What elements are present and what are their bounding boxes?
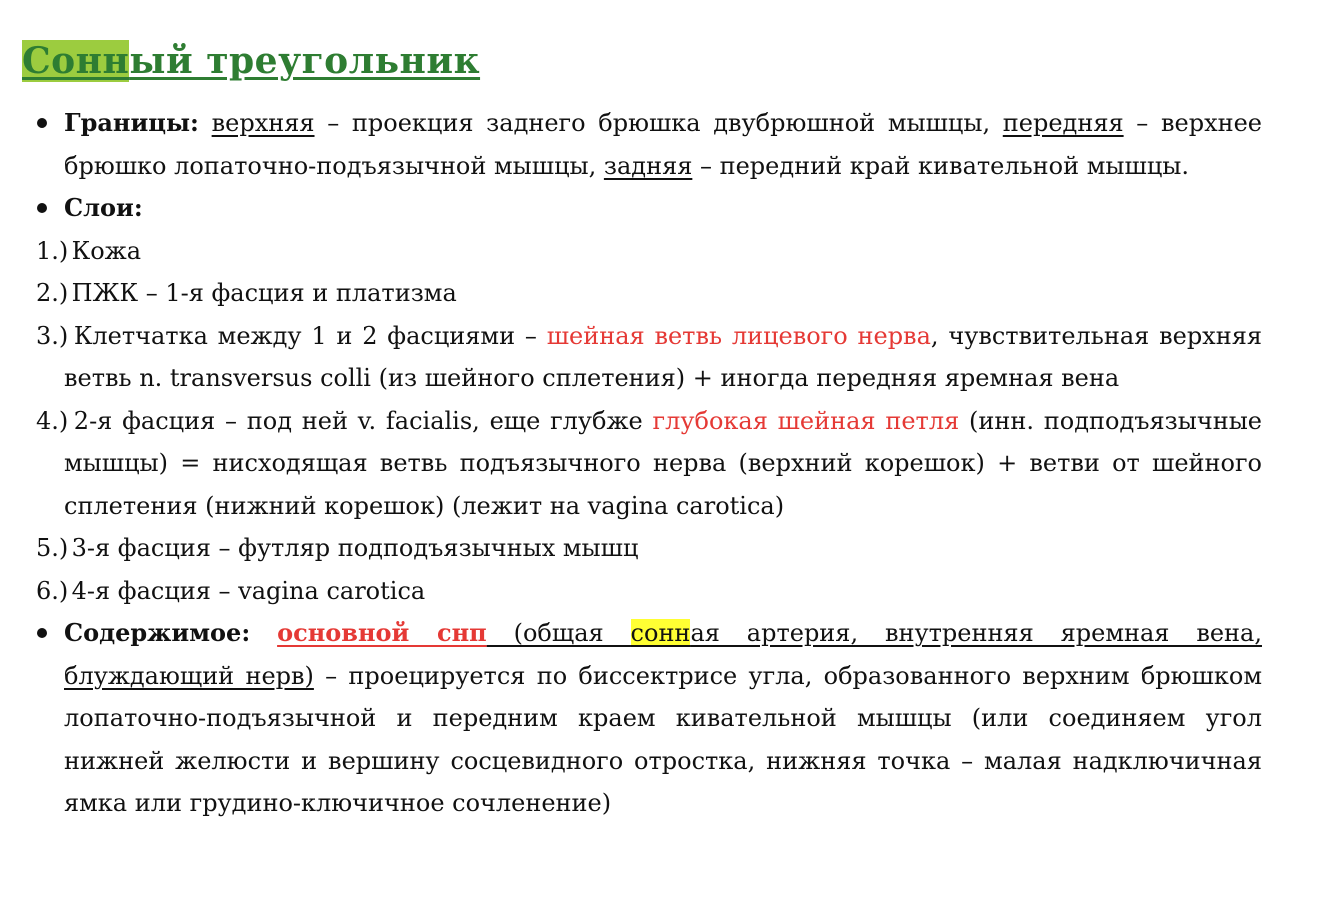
document-page [22, 30, 1262, 825]
contents-vessels: ая артерия, внутренняя яремная вена, блуждающий нерв) [64, 619, 1262, 690]
borders-label: Границы: [64, 108, 199, 137]
layer-item-3 [22, 315, 1262, 400]
upper-border-word: верхняя [211, 109, 315, 137]
layer-text-post: , чувствительная верхняя ветвь n. transversus colli (из шейного сплетения) + иногда передняя яремная вена [64, 321, 1262, 392]
layer-number: 2.) [36, 279, 69, 307]
layer-text-post: (инн. подподъязычные мышцы) = нисходящая ветвь подъязычного нерва (верхний корешок) + ветви от шейного сплетения (нижний корешок) (лежит на vagina carotica) [64, 406, 1262, 520]
layer-item-6 [22, 570, 1262, 613]
layers-heading-item [22, 187, 1262, 230]
layer-text-pre: 2-я фасция – под ней v. facialis, еще глубже [73, 406, 653, 435]
title-highlight: Сонн [22, 40, 130, 82]
front-border-word: передняя [1002, 109, 1124, 137]
layer-item-5 [22, 527, 1262, 570]
contents-rest: – проецируется по биссектрисе угла, образованного верхним брюшком лопаточно-подъязычной и передним краем кивательной мышцы (или соединяем угол нижней желюсти и вершину сосцевидного отростка, нижняя точка – малая надключичная ямка или грудино-ключичное сочленение) [64, 661, 1262, 817]
layer-number: 5.) [36, 534, 69, 562]
layer-text: 4-я фасция – vagina carotica [71, 576, 426, 605]
contents-highlight: сонн [630, 619, 691, 647]
layer-red-term: шейная ветвь лицевого нерва [546, 321, 931, 350]
layer-text: ПЖК – 1-я фасция и платизма [71, 279, 457, 307]
back-border-text: – передний край кивательной мышцы. [692, 151, 1189, 180]
layers-label: Слои: [64, 193, 143, 222]
layer-text: 3-я фасция – футляр подподъязычных мышц [71, 534, 639, 562]
layer-item-4 [22, 400, 1262, 528]
contents-item [22, 612, 1262, 825]
layer-text: Кожа [71, 236, 142, 265]
front-border-text: – верхнее брюшко лопаточно-подъязычной мышцы, [64, 109, 1263, 180]
layer-text-pre: Клетчатка между 1 и 2 фасциями – [73, 321, 547, 350]
layer-number: 4.) [36, 406, 69, 435]
contents-paren-open: (общая [486, 619, 631, 647]
layer-number: 1.) [36, 236, 69, 265]
page-title [22, 30, 1262, 92]
layer-item-2 [22, 272, 1262, 315]
upper-border-text: – проекция заднего брюшка двубрюшной мышцы, [314, 109, 1003, 137]
back-border-word: задняя [603, 151, 693, 180]
layer-number: 6.) [36, 576, 69, 605]
title-rest: ый треугольник [129, 40, 481, 82]
contents-red-term: основной снп [277, 618, 487, 647]
borders-item [22, 102, 1262, 187]
layer-red-term: глубокая шейная петля [652, 406, 960, 435]
contents-label: Содержимое: [64, 618, 251, 647]
layer-number: 3.) [36, 321, 69, 350]
layer-item-1 [22, 230, 1262, 273]
